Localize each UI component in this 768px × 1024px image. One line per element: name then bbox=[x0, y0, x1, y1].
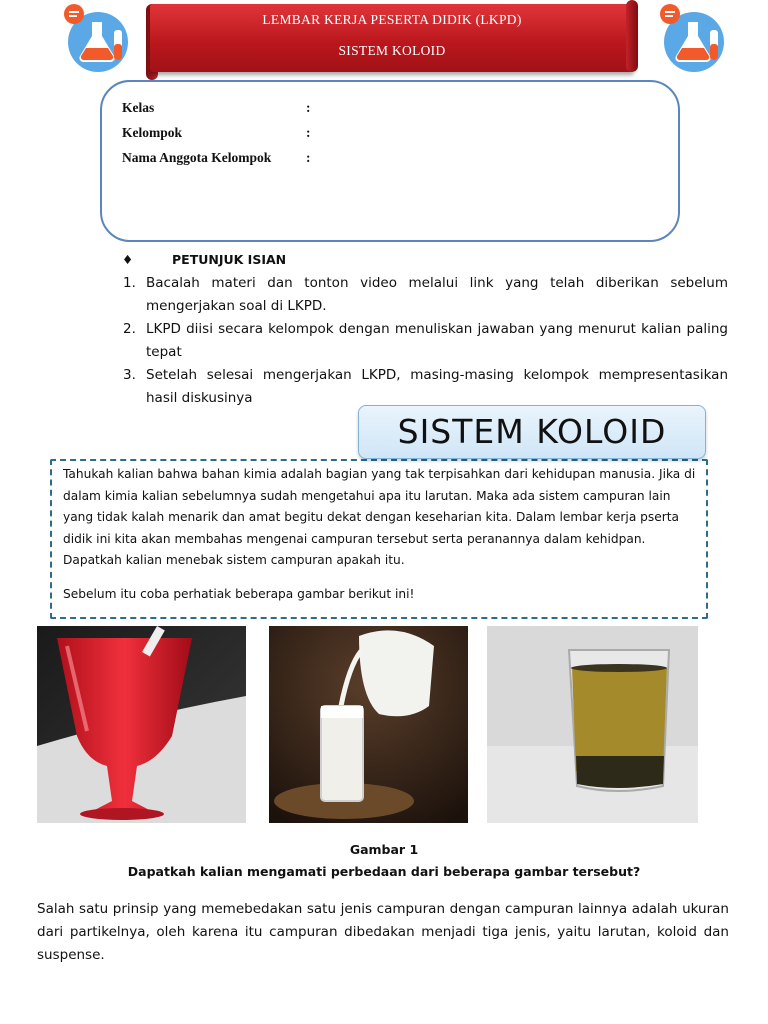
list-item bbox=[120, 364, 728, 410]
list-number: 3. bbox=[123, 367, 136, 383]
tea-image bbox=[487, 626, 698, 823]
chemistry-flask-icon bbox=[62, 4, 132, 74]
identity-separator: : bbox=[306, 100, 311, 115]
identity-label: Kelas bbox=[122, 100, 155, 115]
red-drink-image bbox=[37, 626, 246, 823]
list-item bbox=[120, 272, 728, 318]
header-banner bbox=[150, 4, 634, 76]
section-title: SISTEM KOLOID bbox=[358, 405, 706, 459]
instructions-title bbox=[122, 252, 286, 267]
instructions-list bbox=[120, 272, 728, 410]
list-number: 1. bbox=[123, 275, 136, 291]
figure-question: Dapatkah kalian mengamati perbedaan dari beberapa gambar tersebut? bbox=[127, 864, 641, 879]
header-subtitle: SISTEM KOLOID bbox=[338, 43, 446, 58]
identity-separator: : bbox=[306, 150, 311, 165]
list-text: Bacalah materi dan tonton video melalui link yang telah diberikan sebelum mengerjakan soal di LKPD. bbox=[146, 275, 728, 314]
list-text: LKPD diisi secara kelompok dengan menuliskan jawaban yang menurut kalian paling tepat bbox=[146, 321, 728, 360]
banner-curl bbox=[626, 0, 638, 72]
list-text: Setelah selesai mengerjakan LKPD, masing-masing kelompok mempresentasikan hasil diskusinya bbox=[146, 367, 728, 406]
figure-caption: Gambar 1 bbox=[349, 842, 419, 857]
instructions-heading: PETUNJUK ISIAN bbox=[172, 252, 287, 267]
intro-paragraph: Tahukah kalian bahwa bahan kimia adalah bagian yang tak terpisahkan dari kehidupan manusia. Jika di dalam kimia kalian sebelumnya sudah mengetahui apa itu larutan. Maka ada sistem campuran lain yang tidak kalah menarik dan amat begitu dekat dengan keseharian kita. Dalam lembar kerja pserta didik ini kita akan membahas mengenai campuran tersebut serta peranannya dalam kehidpan. Dapatkah kalian menebak sistem campuran apakah itu. bbox=[63, 467, 696, 567]
identity-box bbox=[100, 80, 680, 242]
identity-row-nama bbox=[122, 150, 311, 166]
identity-separator: : bbox=[306, 125, 311, 140]
intro-box bbox=[50, 459, 708, 619]
identity-label: Kelompok bbox=[122, 125, 183, 140]
list-number: 2. bbox=[123, 321, 136, 337]
milk-image bbox=[269, 626, 468, 823]
intro-prompt: Sebelum itu coba perhatiak beberapa gambar berikut ini! bbox=[63, 587, 415, 601]
list-item bbox=[120, 318, 728, 364]
identity-label: Nama Anggota Kelompok bbox=[122, 150, 272, 165]
body-paragraph: Salah satu prinsip yang memebedakan satu jenis campuran dengan campuran lainnya adalah ukuran dari partikelnya, oleh karena itu campuran dibedakan menjadi tiga jenis, yaitu larutan, koloid dan suspense. bbox=[37, 901, 729, 963]
diamond-bullet-icon: ♦ bbox=[122, 252, 134, 267]
identity-row-kelas bbox=[122, 100, 311, 116]
identity-row-kelompok bbox=[122, 125, 311, 141]
header-title: LEMBAR KERJA PESERTA DIDIK (LKPD) bbox=[262, 12, 522, 27]
chemistry-flask-icon bbox=[658, 4, 728, 74]
